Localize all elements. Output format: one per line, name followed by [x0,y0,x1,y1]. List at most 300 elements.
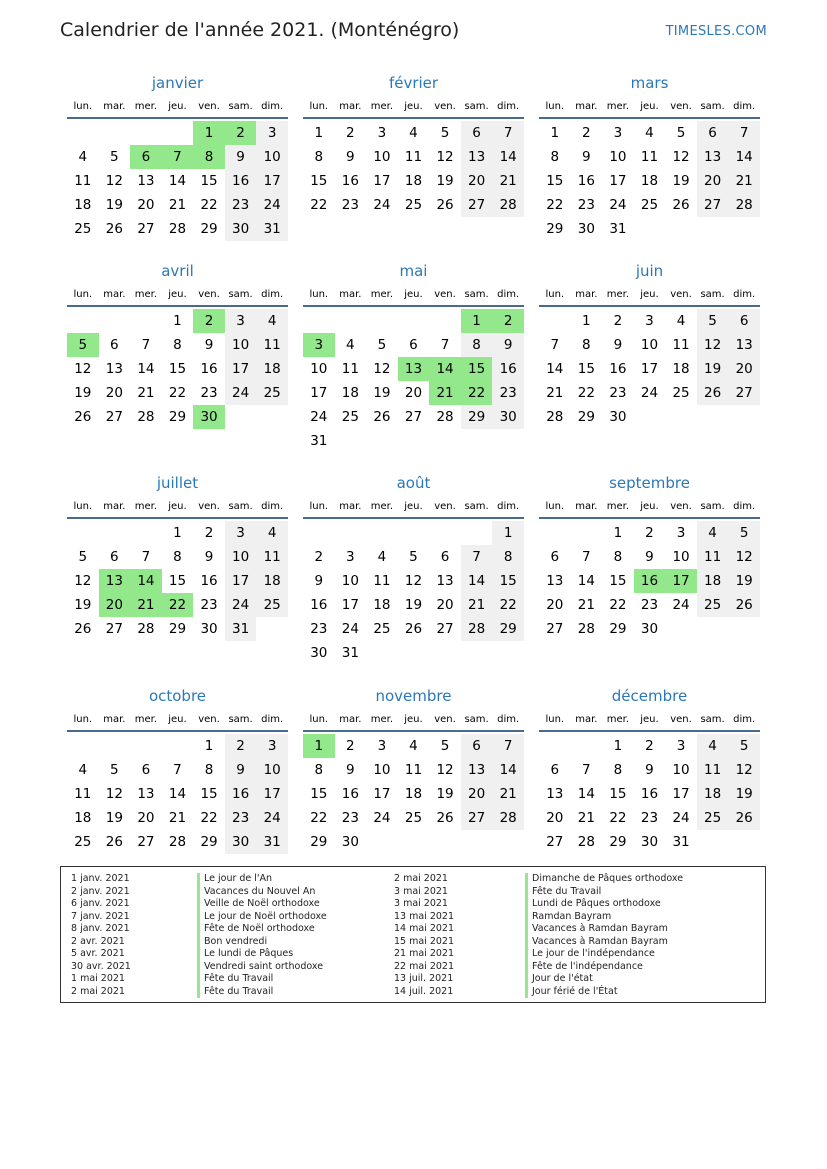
day-cell: 25 [74,834,92,850]
day-cell: 2 [225,734,257,758]
month-8 [303,473,524,665]
holiday-date: 3 mai 2021 [394,885,448,897]
empty-cell [571,734,603,758]
weekday-label: ven. [198,714,220,725]
day-cell: 31 [256,217,288,241]
day-cell: 30 [341,834,359,850]
day-cell: 17 [373,786,391,802]
empty-cell [162,734,194,758]
weekday-label: mer. [134,714,158,725]
empty-cell [461,521,493,545]
day-cell: 16 [341,173,359,189]
day-cell: 2 [346,125,355,141]
day-cell: 25 [404,810,423,826]
day-cell: 29 [609,834,627,850]
day-cell: 24 [373,810,391,826]
weekday-label: jeu. [404,501,423,512]
day-cell: 27 [404,409,423,425]
day-cell: 27 [546,621,564,637]
day-cell: 12 [436,149,454,165]
day-cell: 4 [676,313,686,329]
day-cell: 26 [74,621,92,637]
day-cell: 5 [110,762,119,778]
day-cell: 19 [728,569,760,593]
day-cell: 11 [74,173,92,189]
day-cell: 16 [609,361,627,377]
day-cell: 4 [377,549,387,565]
day-cell: 1 [193,121,225,145]
day-cell: 28 [168,221,187,237]
month-name: juillet [156,474,199,492]
day-cell: 26 [404,621,423,637]
day-cell: 22 [168,385,187,401]
day-grid [303,521,524,665]
weekday-label: mar. [339,101,362,112]
day-cell: 29 [310,834,328,850]
holiday-name: Vacances du Nouvel An [197,886,327,899]
empty-cell [429,309,461,333]
month-1 [67,73,288,241]
day-grid [303,121,524,217]
day-cell: 13 [137,786,155,802]
day-cell: 29 [200,834,218,850]
day-cell: 23 [310,621,328,637]
holiday-date: 21 mai 2021 [394,948,455,959]
day-cell: 31 [341,645,359,661]
day-cell: 9 [582,149,591,165]
weekday-label: lun. [545,289,565,300]
weekday-label: mer. [134,501,158,512]
day-grid [539,734,760,854]
weekday-label: ven. [434,289,456,300]
day-cell: 31 [310,433,328,449]
weekday-label: ven. [670,289,692,300]
day-cell: 1 [492,521,524,545]
day-cell: 12 [74,361,92,377]
holiday-date: 14 mai 2021 [394,923,455,934]
day-cell: 19 [436,786,454,802]
day-cell: 3 [225,309,257,333]
day-cell: 22 [609,810,627,826]
day-cell: 10 [225,333,257,357]
holiday-date: 1 janv. 2021 [71,873,130,884]
day-cell: 18 [74,810,92,826]
day-cell: 19 [404,597,423,613]
month-10 [67,686,288,854]
day-cell: 21 [492,782,524,806]
day-cell: 4 [78,149,88,165]
month-4 [67,261,288,429]
weekday-label: lun. [73,501,93,512]
day-cell: 3 [225,521,257,545]
day-cell: 5 [409,549,418,565]
holiday-dates-col-1 [71,873,131,998]
day-cell: 2 [645,525,654,541]
weekday-label: lun. [545,714,565,725]
day-cell: 14 [492,758,524,782]
day-cell: 31 [672,834,690,850]
empty-cell [130,734,162,758]
day-cell: 19 [74,385,92,401]
day-cell: 1 [461,309,493,333]
weekday-label: dim. [733,289,756,300]
holiday-date: 7 janv. 2021 [71,910,130,922]
day-cell: 8 [582,337,591,353]
weekday-header [539,499,760,519]
empty-cell [539,521,571,545]
day-cell: 29 [546,221,564,237]
weekday-label: jeu. [168,289,187,300]
day-cell: 5 [728,734,760,758]
day-cell: 17 [310,385,328,401]
weekday-label: mer. [606,289,630,300]
day-cell: 30 [310,645,328,661]
day-cell: 30 [225,217,257,241]
day-cell: 31 [256,830,288,854]
day-cell: 25 [672,385,690,401]
day-cell: 11 [697,545,729,569]
day-cell: 7 [141,337,151,353]
day-cell: 15 [310,786,328,802]
day-cell: 24 [672,810,690,826]
day-cell: 27 [728,381,760,405]
weekday-label: mer. [370,101,394,112]
weekday-label: mar. [103,101,126,112]
day-cell: 11 [373,573,391,589]
holiday-name: Vacances à Ramdan Bayram [525,936,683,949]
weekday-label: dim. [733,501,756,512]
day-cell: 13 [461,145,493,169]
day-cell: 26 [436,810,454,826]
day-cell: 26 [373,409,391,425]
holiday-date: 5 avr. 2021 [71,948,125,959]
empty-cell [130,309,162,333]
day-cell: 1 [173,525,182,541]
holiday-date: 22 mai 2021 [394,960,455,972]
day-cell: 12 [105,786,123,802]
month-name: janvier [151,74,204,92]
day-cell: 13 [728,333,760,357]
day-cell: 1 [550,125,560,141]
day-cell: 15 [609,786,627,802]
day-cell: 29 [492,617,524,641]
day-cell: 20 [99,593,131,617]
day-cell: 5 [728,521,760,545]
empty-cell [67,734,99,758]
day-cell: 15 [168,361,187,377]
empty-cell [571,521,603,545]
weekday-label: lun. [309,714,329,725]
day-cell: 5 [440,125,450,141]
day-grid [67,734,288,854]
day-cell: 17 [225,569,257,593]
holiday-date: 30 avr. 2021 [71,960,131,972]
holiday-dates-col-2 [394,873,454,998]
weekday-label: sam. [464,101,489,112]
day-cell: 2 [225,121,257,145]
day-cell: 12 [105,173,123,189]
day-cell: 2 [645,738,654,754]
weekday-label: jeu. [640,501,659,512]
day-cell: 8 [613,762,623,778]
weekday-label: sam. [228,714,253,725]
weekday-label: mer. [606,501,630,512]
day-cell: 10 [373,762,391,778]
day-cell: 28 [577,621,595,637]
day-cell: 16 [225,169,257,193]
holiday-name: Lundi de Pâques orthodoxe [525,898,683,911]
month-name: mai [399,262,428,280]
day-cell: 27 [137,834,155,850]
weekday-label: mar. [103,714,126,725]
weekday-label: mar. [575,289,598,300]
day-cell: 12 [436,762,454,778]
weekday-header [303,99,524,119]
day-cell: 9 [492,333,524,357]
day-cell: 27 [546,834,564,850]
weekday-label: lun. [545,101,565,112]
holiday-names-col-1 [197,873,327,998]
holiday-date: 2 mai 2021 [71,985,125,997]
day-cell: 22 [577,385,595,401]
day-grid [67,521,288,641]
weekday-header [67,287,288,307]
day-cell: 20 [461,169,493,193]
holiday-date: 15 mai 2021 [394,935,455,947]
day-cell: 8 [314,149,324,165]
day-cell: 26 [436,197,454,213]
day-cell: 11 [404,762,423,778]
page-title: Calendrier de l'année 2021. (Monténégro) [60,19,460,41]
brand-link[interactable]: TIMESLES.COM [665,24,767,39]
empty-cell [162,121,194,145]
weekday-label: mer. [370,501,394,512]
day-cell: 23 [492,381,524,405]
day-cell: 26 [728,806,760,830]
weekday-label: sam. [228,101,253,112]
empty-cell [99,734,131,758]
month-name: août [396,474,431,492]
day-cell: 19 [373,385,391,401]
day-cell: 18 [256,569,288,593]
day-cell: 3 [303,333,335,357]
month-5 [303,261,524,453]
day-cell: 15 [546,173,564,189]
day-cell: 23 [225,806,257,830]
weekday-label: ven. [434,714,456,725]
holiday-date: 2 janv. 2021 [71,885,130,897]
day-cell: 10 [640,337,659,353]
day-cell: 10 [310,361,328,377]
holiday-name: Vendredi saint orthodoxe [197,961,327,974]
empty-cell [67,309,99,333]
day-cell: 21 [577,810,595,826]
weekday-label: dim. [733,101,756,112]
holiday-date: 8 janv. 2021 [71,923,130,934]
holiday-name: Fête du Travail [525,886,683,899]
empty-cell [429,521,461,545]
day-cell: 23 [577,197,595,213]
day-cell: 22 [310,197,328,213]
day-cell: 13 [436,573,454,589]
holiday-date: 3 mai 2021 [394,898,448,909]
day-cell: 13 [546,786,564,802]
day-cell: 21 [728,169,760,193]
weekday-label: mar. [339,501,362,512]
day-cell: 6 [461,121,493,145]
day-cell: 1 [204,738,214,754]
weekday-label: sam. [464,289,489,300]
day-cell: 24 [609,197,627,213]
day-cell: 16 [310,597,328,613]
day-cell: 14 [461,569,493,593]
weekday-label: lun. [309,101,329,112]
day-cell: 20 [546,810,564,826]
weekday-label: lun. [73,101,93,112]
day-cell: 29 [609,621,627,637]
day-cell: 20 [137,810,155,826]
day-cell: 6 [110,337,119,353]
day-cell: 17 [609,173,627,189]
day-cell: 18 [404,173,423,189]
empty-cell [335,521,367,545]
holiday-name: Jour de l'état [525,973,683,986]
holiday-name: Veille de Noël orthodoxe [197,898,327,911]
day-grid [303,309,524,453]
day-cell: 25 [373,621,391,637]
weekday-label: jeu. [404,714,423,725]
day-cell: 17 [665,569,697,593]
weekday-label: mar. [575,101,598,112]
holiday-name: Fête du Travail [197,973,327,986]
day-cell: 29 [577,409,595,425]
day-cell: 16 [634,569,666,593]
day-cell: 25 [74,221,92,237]
day-cell: 24 [341,621,359,637]
holiday-date: 6 janv. 2021 [71,898,130,909]
empty-cell [130,121,162,145]
day-cell: 19 [105,197,123,213]
day-cell: 23 [640,810,659,826]
day-cell: 1 [303,734,335,758]
day-cell: 2 [492,309,524,333]
day-cell: 3 [613,125,623,141]
month-9 [539,473,760,641]
day-cell: 21 [461,593,493,617]
day-cell: 10 [341,573,359,589]
day-cell: 13 [546,573,564,589]
day-cell: 14 [577,786,595,802]
weekday-header [539,99,760,119]
month-12 [539,686,760,854]
weekday-label: dim. [497,289,520,300]
day-cell: 5 [676,125,686,141]
day-cell: 14 [168,786,187,802]
weekday-header [67,99,288,119]
day-cell: 28 [577,834,595,850]
day-grid [539,521,760,641]
weekday-label: ven. [198,101,220,112]
holiday-name: Bon vendredi [197,936,327,949]
day-cell: 18 [74,197,92,213]
day-cell: 9 [645,549,654,565]
day-cell: 29 [168,409,187,425]
weekday-label: ven. [198,289,220,300]
day-cell: 14 [168,173,187,189]
weekday-label: ven. [434,501,456,512]
day-cell: 10 [672,762,690,778]
day-cell: 24 [256,193,288,217]
weekday-label: ven. [670,501,692,512]
day-cell: 25 [256,593,288,617]
day-cell: 30 [640,621,659,637]
day-cell: 18 [640,173,659,189]
day-cell: 23 [200,385,218,401]
weekday-label: mar. [575,501,598,512]
day-cell: 24 [373,197,391,213]
day-cell: 8 [193,145,225,169]
day-cell: 4 [256,521,288,545]
weekday-label: jeu. [640,289,659,300]
month-name: décembre [611,687,688,705]
weekday-label: sam. [700,101,725,112]
day-cell: 19 [74,597,92,613]
holiday-names-col-2 [525,873,683,998]
day-cell: 6 [461,734,493,758]
holiday-date: 2 avr. 2021 [71,935,125,947]
day-cell: 13 [697,145,729,169]
day-cell: 7 [582,762,591,778]
day-cell: 30 [609,409,627,425]
empty-cell [539,309,571,333]
day-cell: 6 [550,762,560,778]
weekday-header [539,712,760,732]
empty-cell [303,521,335,545]
weekday-label: dim. [497,101,520,112]
day-cell: 14 [546,361,564,377]
day-cell: 6 [130,145,162,169]
day-cell: 23 [341,810,359,826]
day-cell: 13 [398,357,430,381]
day-cell: 23 [609,385,627,401]
day-grid [539,309,760,429]
weekday-header [303,499,524,519]
day-cell: 6 [141,762,151,778]
day-cell: 23 [640,597,659,613]
empty-cell [130,521,162,545]
day-cell: 14 [429,357,461,381]
day-cell: 12 [697,333,729,357]
day-cell: 27 [461,193,493,217]
day-cell: 24 [256,806,288,830]
day-cell: 5 [67,333,99,357]
empty-cell [335,309,367,333]
day-cell: 4 [697,521,729,545]
day-cell: 3 [676,738,686,754]
weekday-label: mer. [370,714,394,725]
weekday-label: lun. [309,501,329,512]
empty-cell [99,521,131,545]
day-cell: 6 [550,549,560,565]
weekday-label: dim. [261,289,284,300]
weekday-label: jeu. [640,101,659,112]
weekday-header [67,499,288,519]
day-cell: 20 [728,357,760,381]
weekday-label: lun. [309,289,329,300]
weekday-label: lun. [73,714,93,725]
day-cell: 25 [341,409,359,425]
day-cell: 30 [193,405,225,429]
